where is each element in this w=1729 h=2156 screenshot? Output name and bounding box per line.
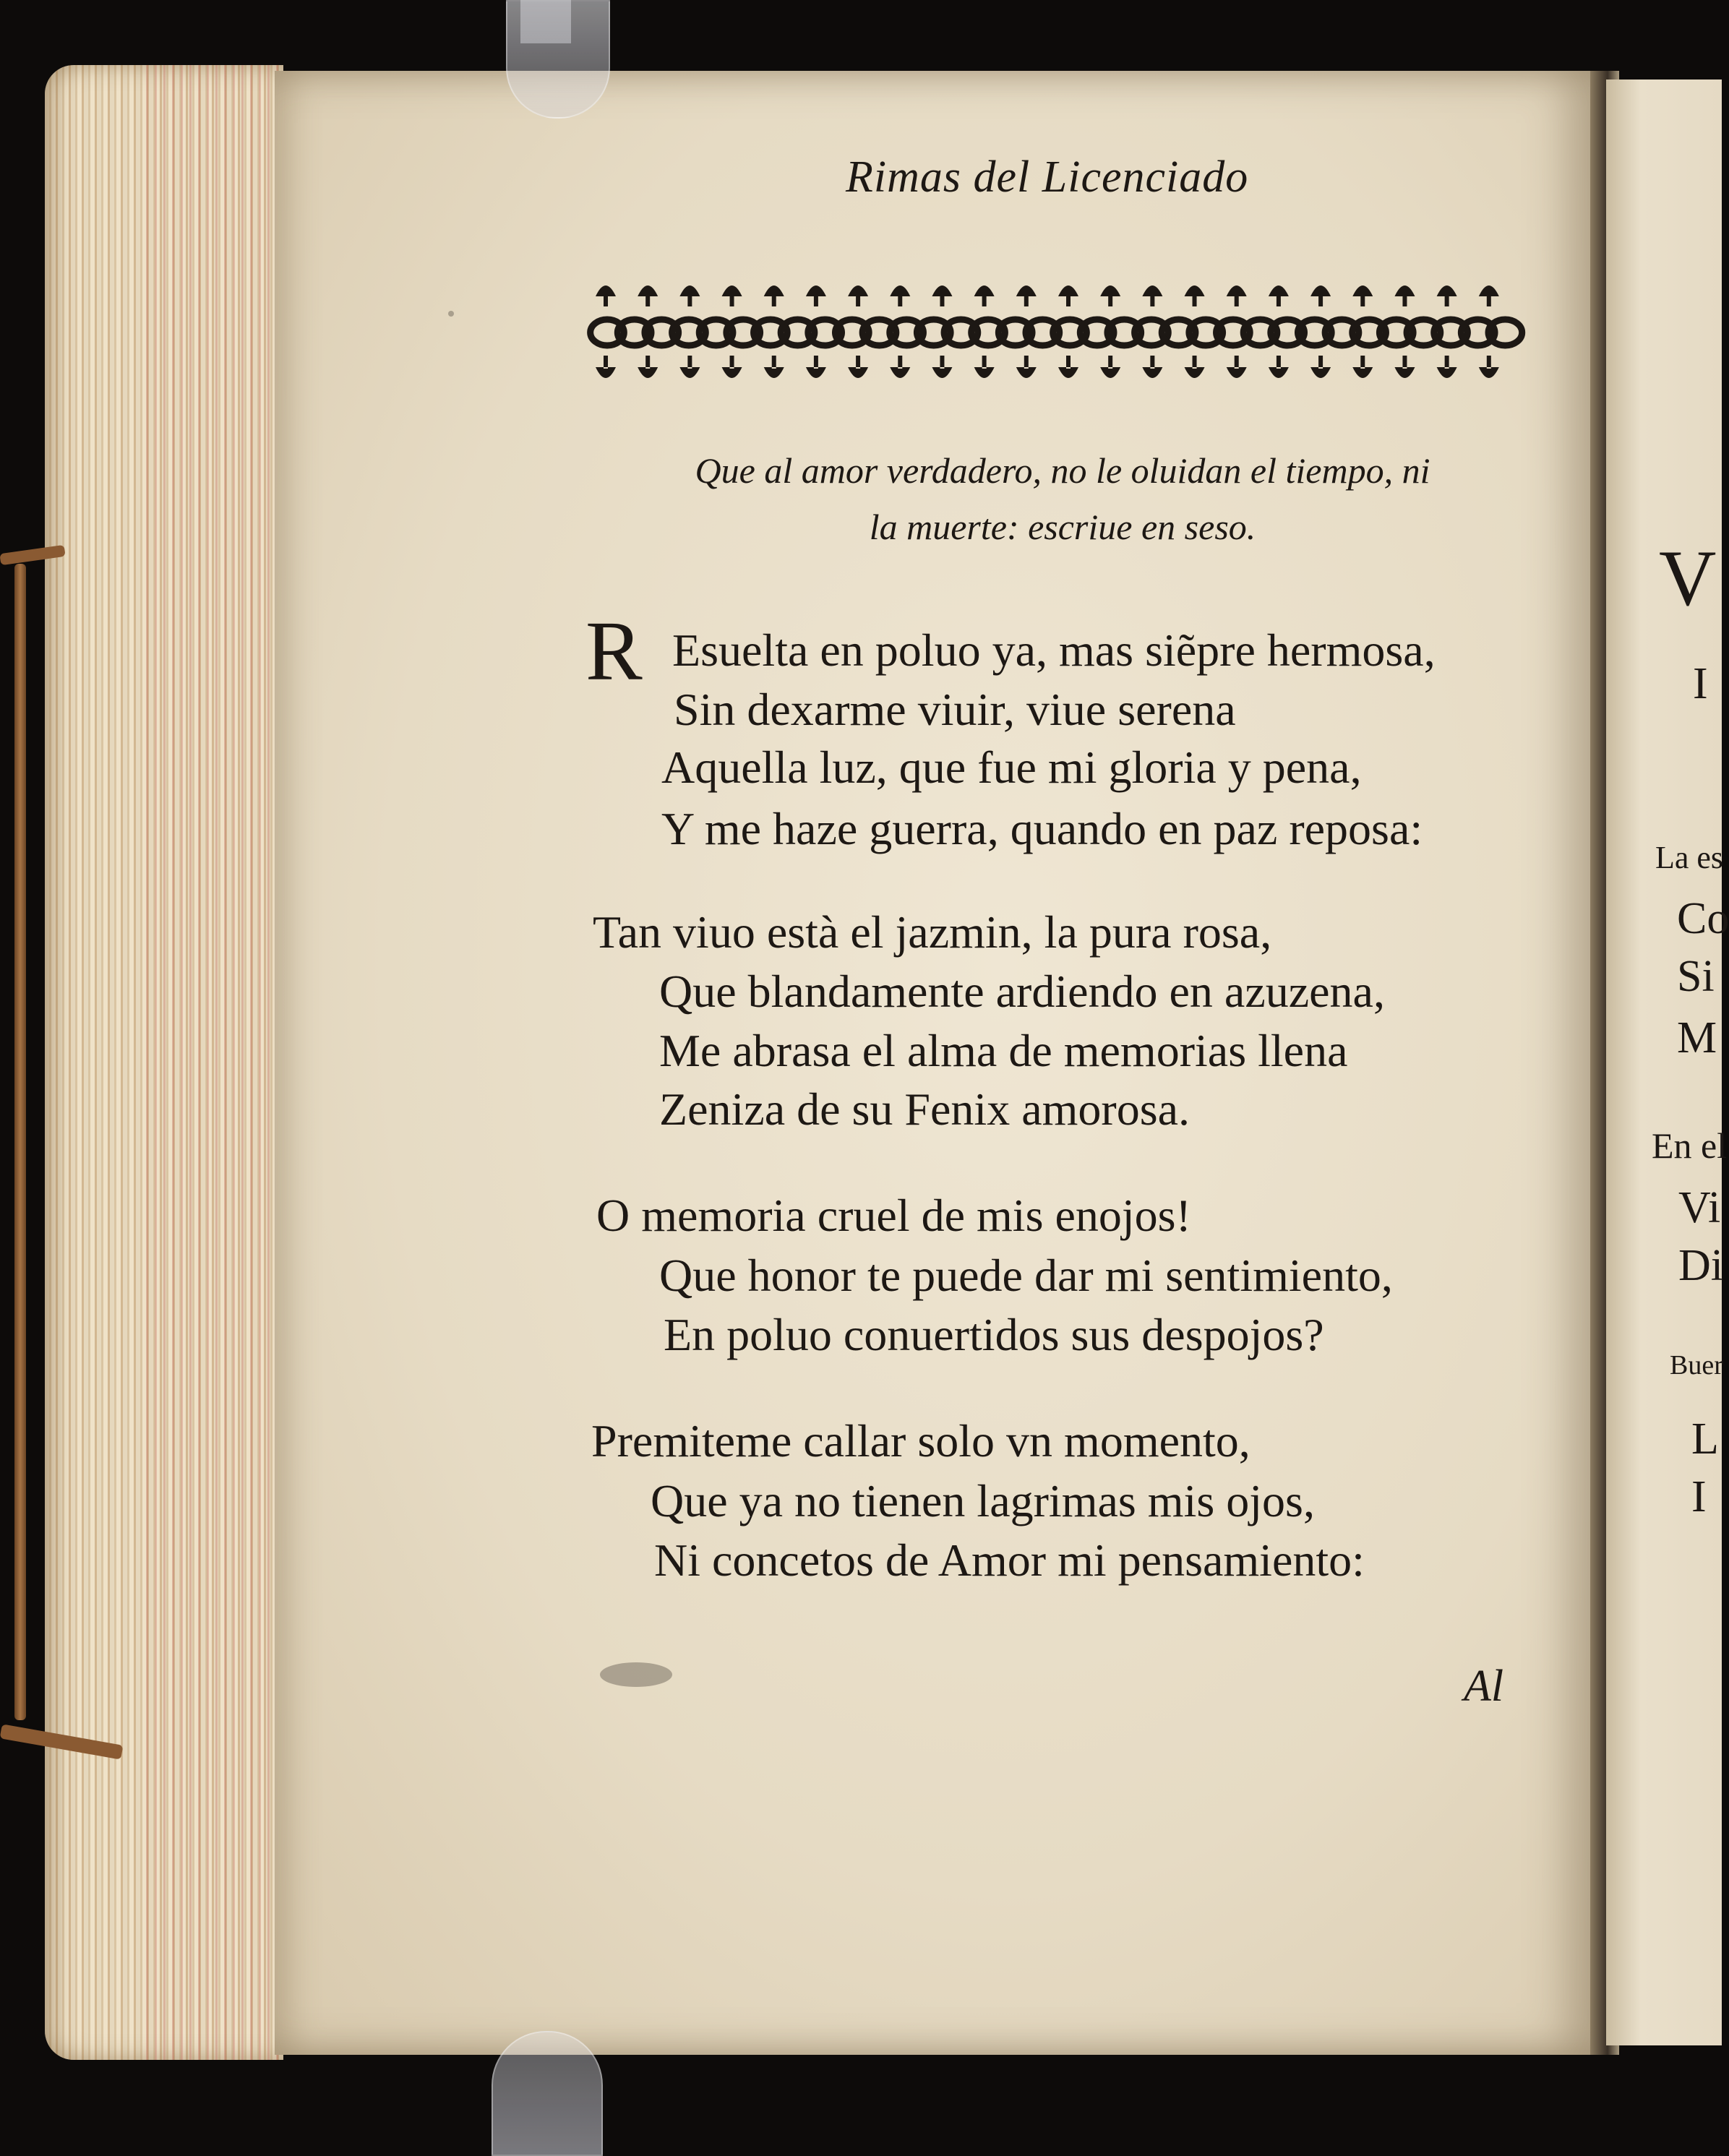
- right-page-text: Co: [1677, 894, 1729, 943]
- sonnet-heading: [585, 442, 1540, 555]
- drop-cap: R: [585, 604, 643, 698]
- right-page-text: La es: [1655, 840, 1724, 875]
- right-page-text: I: [1693, 659, 1708, 708]
- verse-line: Y me haze guerra, quando en paz reposa:: [661, 803, 1423, 854]
- verse-line: Ni concetos de Amor mi pensamiento:: [654, 1534, 1365, 1586]
- page-edges: [45, 65, 283, 2060]
- right-page-text: Buer: [1670, 1350, 1723, 1380]
- right-page-text: M: [1677, 1013, 1717, 1062]
- ink-stain: [600, 1662, 672, 1687]
- right-page-text: En el: [1652, 1125, 1728, 1166]
- verse-line: Sin dexarme viuir, viue serena: [674, 684, 1236, 735]
- page-clip-bottom: [492, 2031, 603, 2156]
- heading-line-1: Que al amor verdadero, no le oluidan el tiempo, ni: [695, 450, 1430, 491]
- catchword: Al: [1464, 1662, 1504, 1711]
- verse-line: Esuelta en poluo ya, mas siẽpre hermosa,: [672, 624, 1436, 676]
- verse-line: Zeniza de su Fenix amorosa.: [659, 1083, 1190, 1135]
- right-page-text: V: [1659, 534, 1717, 622]
- verse-line: Premiteme callar solo vn momento,: [591, 1415, 1250, 1466]
- right-page-text: Si: [1677, 952, 1715, 1001]
- ink-stain: [448, 311, 454, 317]
- right-page-text: Vi: [1678, 1183, 1721, 1232]
- verse-line: Que honor te puede dar mi sentimiento,: [659, 1250, 1393, 1301]
- verse-line: Que blandamente ardiendo en azuzena,: [659, 966, 1385, 1017]
- verse-line: Tan viuo està el jazmin, la pura rosa,: [593, 906, 1272, 958]
- right-page-edge: [1606, 80, 1722, 2045]
- page-clip-top: [506, 0, 610, 119]
- verse-line: Me abrasa el alma de memorias llena: [659, 1025, 1348, 1076]
- verse-line: En poluo conuertidos sus despojos?: [664, 1309, 1324, 1360]
- right-page-text: L: [1691, 1414, 1719, 1464]
- verse-line: O memoria cruel de mis enojos!: [596, 1190, 1191, 1241]
- right-page-text: Di: [1678, 1241, 1723, 1290]
- binding-tie: [14, 564, 26, 1720]
- verse-line: Que ya no tienen lagrimas mis ojos,: [651, 1475, 1315, 1526]
- verse-line: Aquella luz, que fue mi gloria y pena,: [661, 742, 1362, 793]
- right-page-text: I: [1691, 1472, 1707, 1521]
- heading-line-2: la muerte: escriue en seso.: [869, 507, 1256, 547]
- running-head: Rimas del Licenciado: [846, 153, 1249, 202]
- ornament-band: [593, 275, 1532, 390]
